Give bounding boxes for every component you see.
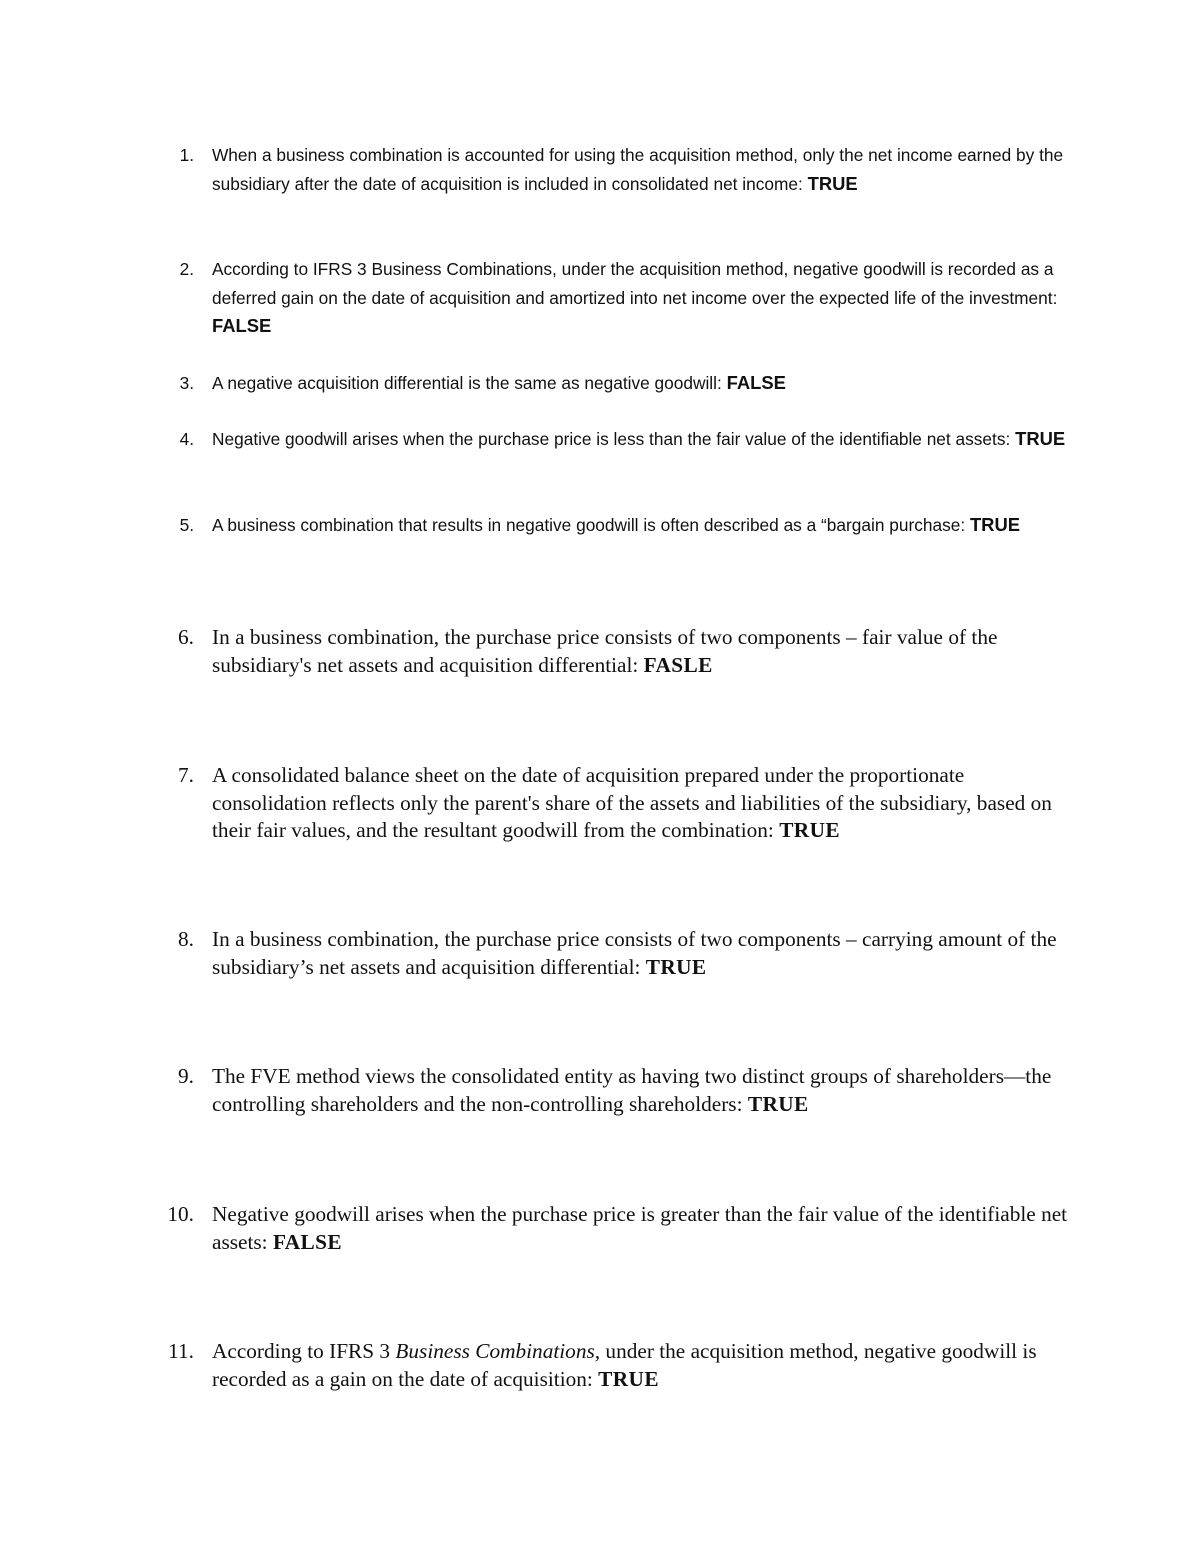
answer: TRUE [747,1091,809,1116]
statement-start: According to IFRS 3 [212,1339,391,1363]
question-number: 6. [178,625,194,649]
statement: A consolidated balance sheet on the date of acquisition prepared under the proportionate consolidation reflects only the parent's share of the assets and liabilities of the subsidiary, based on their fair values, and the resultant goodwill from the combination: [212,763,1052,842]
statement: In a business combination, the purchase price consists of two components – carrying amount of the subsidiary’s net assets and acquisition differential: [212,927,1057,979]
question-text [212,511,1082,540]
question-number: 2. [179,259,194,279]
question-number: 1. [179,145,194,165]
answer: TRUE [807,172,858,194]
statement: Negative goodwill arises when the purchase price is less than the fair value of the identifiable net assets: [212,429,1011,449]
answer: TRUE [779,818,840,842]
question-text [212,1063,1082,1118]
statement: The FVE method views the consolidated entity as having two distinct groups of shareholders—the controlling shareholders and the non-controlling shareholders: [212,1064,1052,1116]
question-text [212,1201,1082,1256]
answer: TRUE [598,1366,659,1391]
question-text [212,762,1082,845]
answer: FALSE [272,1229,342,1254]
question-number: 7. [178,763,194,787]
question-text [212,141,1082,198]
question-text [212,369,1082,398]
answer: FALSE [726,372,786,393]
question-number: 3. [179,373,194,393]
statement: Negative goodwill arises when the purchase price is greater than the fair value of the identifiable net assets: [212,1202,1068,1254]
statement-italic-title: Business Combinations, [395,1339,601,1363]
question-number: 4. [179,429,194,449]
question-text [212,255,1082,341]
answer: FALSE [212,315,272,337]
answer: FASLE [643,652,713,677]
statement: A negative acquisition differential is the same as negative goodwill: [212,373,722,393]
question-number: 10. [167,1202,194,1226]
answer: TRUE [969,514,1021,535]
statement: In a business combination, the purchase price consists of two components – fair value of the subsidiary's net assets and acquisition differential: [212,625,998,677]
question-number: 11. [168,1339,194,1363]
question-text [212,624,1082,679]
statement: According to IFRS 3 Business Combinations, under the acquisition method, negative goodwill is recorded as a deferred gain on the date of acquisition and amortized into net income over the expected life of the investment: [212,259,1058,308]
question-number: 9. [178,1064,194,1088]
question-text [212,926,1082,981]
statement-end: under the acquisition method, negative goodwill is recorded as a gain on the date of acquisition: [212,1339,1037,1391]
question-text [212,1338,1082,1393]
question-text [212,425,1082,454]
answer: TRUE [1015,428,1066,449]
question-number: 5. [179,515,194,535]
statement: A business combination that results in negative goodwill is often described as a “bargain purchase: [212,515,966,535]
answer: TRUE [645,954,707,979]
question-number: 8. [178,927,194,951]
statement: When a business combination is accounted for using the acquisition method, only the net income earned by the subsidiary after the date of acquisition is included in consolidated net income: [212,145,1064,194]
